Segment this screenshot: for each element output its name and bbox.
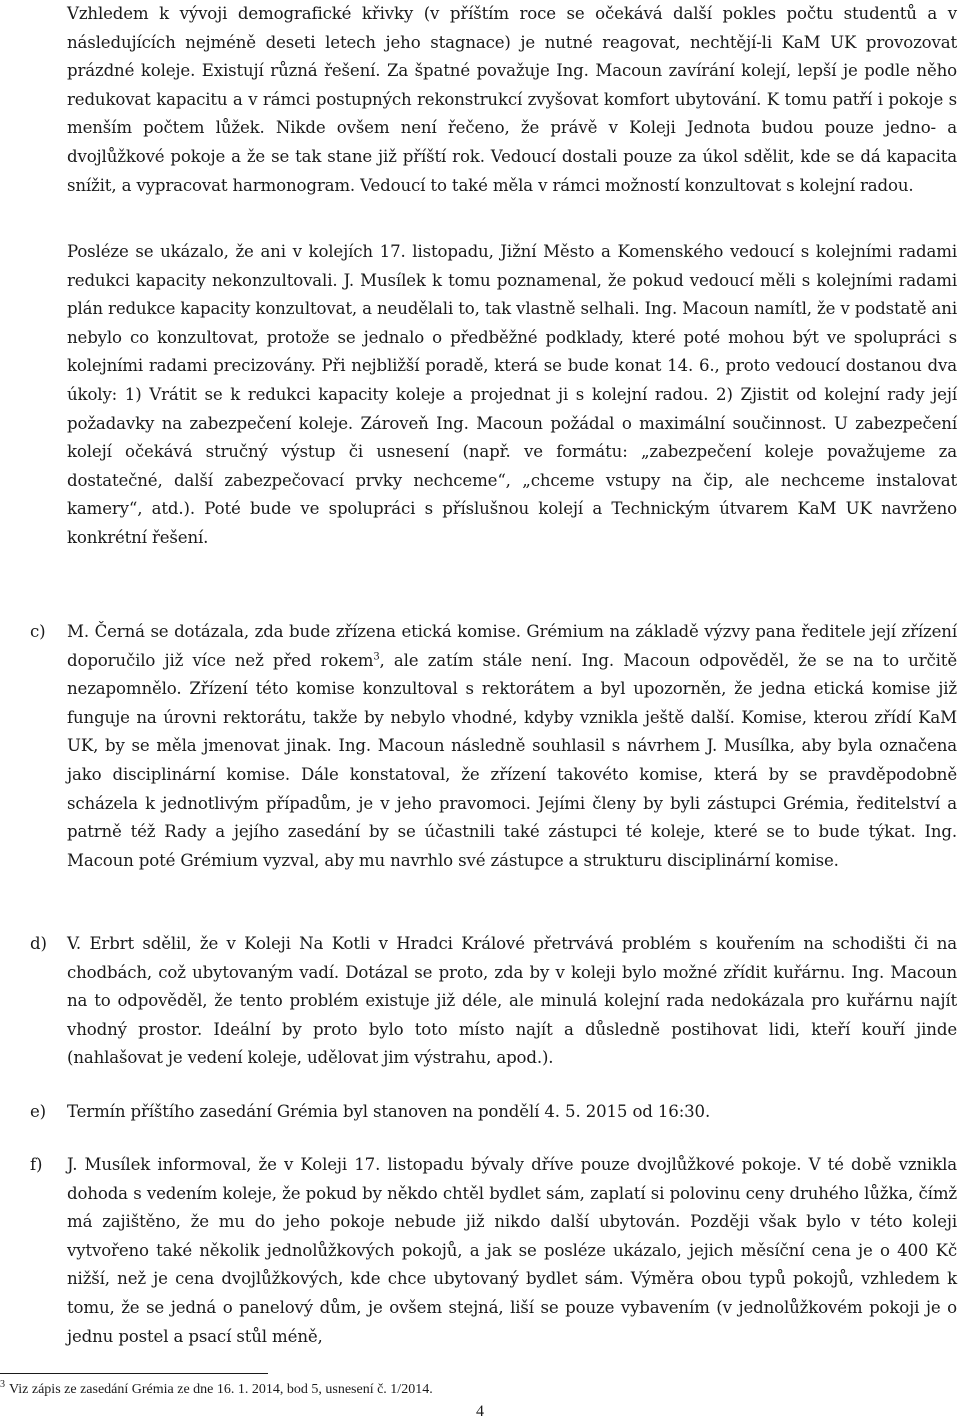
intro-paragraph-1 — [67, 0, 957, 200]
paragraph-text: J. Musílek informoval, že v Koleji 17. listopadu bývaly dříve pouze dvojlůžkové pokoje. V té době vznikla dohoda s vedením koleje, že pokud by někdo chtěl bydlet sám, zaplatí si polovinu ceny druhého lůžka, čímž má zajištěno, že mu do jeho pokoje nebude již nikdo další ubytován. Později však bylo v této koleji vytvořeno také několik jednolůžkových pokojů, a jak se posléze ukázalo, jejich měsíční cena je o 400 Kč nižší, než je cena dvojlůžkových, kde chce ubytovaný bydlet sám. Výměra obou typů pokojů, vzhledem k tomu, že se jedná o panelový dům, je ovšem stejná, liší se pouze vybavením (v jednolůžkovém pokoji je o jednu postel a psací stůl méně, — [67, 1155, 957, 1346]
list-item-text — [67, 930, 957, 1073]
list-item-label: c) — [30, 622, 46, 641]
paragraph-text: Vzhledem k vývoji demografické křivky (v příštím roce se očekává další pokles počtu studentů a v následujících nejméně deseti letech jeho stagnace) je nutné reagovat, nechtějí-li KaM UK provozovat prázdné koleje. Existují různá řešení. Za špatné považuje Ing. Macoun zavírání kolejí, lepší je podle něho redukovat kapacitu a v rámci postupných rekonstrukcí zvyšovat komfort ubytování. K tomu patří i pokoje s menším počtem lůžek. Nikde ovšem není řečeno, že právě v Koleji Jednota budou pouze jedno- a dvojlůžkové pokoje a že se tak stane již příští rok. Vedoucí dostali pouze za úkol sdělit, kde se dá kapacita snížit, a vypracovat harmonogram. Vedoucí to také měla v rámci možností konzultovat s kolejní radou. — [67, 4, 957, 195]
list-item-text — [67, 1151, 957, 1351]
list-item-label: f) — [30, 1155, 43, 1174]
paragraph-text: Posléze se ukázalo, že ani v kolejích 17. listopadu, Jižní Město a Komenského vedoucí s kolejními radami redukci kapacity nekonzultovali. J. Musílek k tomu poznamenal, že pokud vedoucí měli s kolejními radami plán redukce kapacity konzultovat, a neudělali to, tak vlastně selhali. Ing. Macoun namítl, že v podstatě ani nebylo co konzultovat, protože se jednalo o předběžné podklady, které poté mohou být ve spolupráci s kolejními radami precizovány. Při nejbližší poradě, která se bude konat 14. 6., proto vedoucí dostanou dva úkoly: 1) Vrátit se k redukci kapacity koleje a projednat ji s kolejní radou. 2) Zjistit od kolejní rady její požadavky na zabezpečení koleje. Zároveň Ing. Macoun požádal o maximální součinnost. U zabezpečení kolejí očekává stručný výstup či usnesení (např. ve formátu: „zabezpečení koleje považujeme za dostatečné, další zabezpečovací prvky nechceme“, „chceme vstupy na čip, ale nechceme instalovat kamery“, atd.). Poté bude ve spolupráci s příslušnou kolejí a Technickým útvarem KaM UK navrženo konkrétní řešení. — [67, 242, 957, 547]
page-number: 4 — [476, 1403, 484, 1420]
footnote-reference: 3 — [373, 651, 380, 663]
footnote-number: 3 — [0, 1379, 5, 1391]
text-before-footnote: M. Černá se dotázala, zda bude zřízena etická komise. Grémium na základě výzvy pana ředitele její zřízení doporučilo již více než před rokem — [67, 622, 957, 670]
footnote — [0, 1380, 940, 1400]
footnote-text: Viz zápis ze zasedání Grémia ze dne 16. 1. 2014, bod 5, usnesení č. 1/2014. — [9, 1382, 433, 1397]
text-after-footnote: , ale zatím stále není. Ing. Macoun odpověděl, že se na to určitě nezapomnělo. Zřízení této komise konzultoval s rektorátem a byl upozorněn, že jedna etická komise již funguje na úrovni rektorátu, takže by nebylo vhodné, kdyby vznikla ještě další. Komise, kterou zřídí KaM UK, by se měla jmenovat jinak. Ing. Macoun následně souhlasil s návrhem J. Musílka, aby byla označena jako disciplinární komise. Dále konstatoval, že zřízení takovéto komise, která by se pravděpodobně scházela k jednotlivým případům, je v jeho pravomoci. Jejími členy by byli zástupci Grémia, ředitelství a patrně též Rady a jejího zasedání by se účastnili také zástupci té koleje, které se to bude týkat. Ing. Macoun poté Grémium vyzval, aby mu navrhlo své zástupce a strukturu disciplinární komise. — [67, 650, 957, 870]
list-item-label: d) — [30, 934, 47, 953]
paragraph-text: V. Erbrt sdělil, že v Koleji Na Kotli v Hradci Králové přetrvává problém s kouřením na schodišti či na chodbách, což ubytovaným vadí. Dotázal se proto, zda by v koleji bylo možné zřídit kuřárnu. Ing. Macoun na to odpověděl, že tento problém existuje již déle, ale minulá kolejní rada nedokázala pro kuřárnu najít vhodný prostor. Ideální by proto bylo toto místo najít a důsledně postihovat lidi, kteří kouří jinde (nahlašovat je vedení koleje, udělovat jim výstrahu, apod.). — [67, 934, 957, 1068]
list-item-text — [67, 1098, 957, 1127]
list-item-label: e) — [30, 1102, 46, 1121]
footnote-divider — [0, 1373, 268, 1374]
intro-paragraph-2 — [67, 238, 957, 553]
paragraph-text: Termín příštího zasedání Grémia byl stanoven na pondělí 4. 5. 2015 od 16:30. — [67, 1102, 711, 1121]
list-item-text — [67, 618, 957, 875]
